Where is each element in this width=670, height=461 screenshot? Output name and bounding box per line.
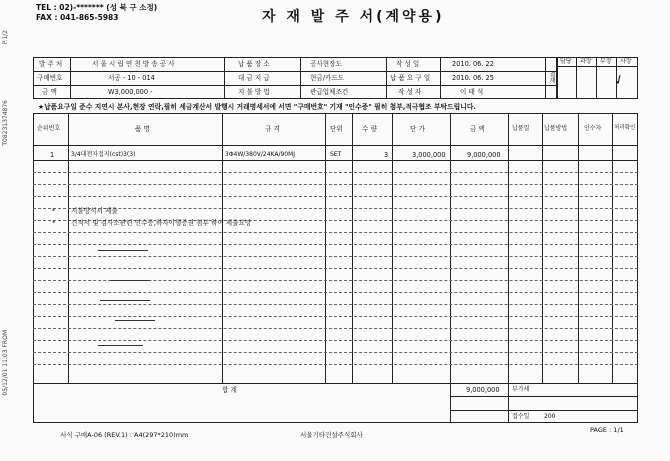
approval-label: 결재	[548, 71, 555, 83]
write-date-value: 2010. 06. 22	[452, 60, 494, 68]
orderer-value: 서 울 시 립 연 천 방 송 공 사	[92, 60, 175, 68]
col-header-spec: 규 격	[265, 125, 280, 133]
total-amount: 9,000,000	[466, 386, 500, 394]
col-header-no: 순위번호	[37, 125, 61, 132]
approval-col-2: 과장	[580, 58, 592, 65]
remark-bullet: *	[52, 207, 56, 215]
redaction-mark	[110, 280, 150, 281]
document-title: 자 재 발 주 서(계약용)	[262, 9, 445, 25]
company-name: 서울기타건설주식회사	[300, 431, 363, 439]
delivery-place-value: 공사현장도	[310, 60, 342, 68]
row-qty: 3	[384, 151, 389, 159]
due-date-label: 납 품 요 구 일	[390, 74, 431, 82]
signature-mark: ✓	[611, 71, 628, 90]
due-date-value: 2010. 06. 25	[452, 74, 494, 82]
payment-terms-value: 관급업체조건	[310, 88, 349, 96]
col-header-qty: 수 량	[362, 125, 377, 133]
writer-value: 이 태 석	[460, 88, 484, 96]
col-header-delivery-method: 납품방법	[544, 125, 568, 132]
page-number: PAGE : 1/1	[590, 426, 624, 434]
redaction-mark	[115, 320, 155, 321]
receipt-label: 접수일	[512, 413, 530, 420]
redaction-mark	[98, 345, 143, 346]
approval-col-3: 부장	[600, 58, 612, 65]
fax-page-number: P.1/2	[2, 30, 9, 45]
fax-transmission-stamp	[0, 30, 18, 430]
order-no-value: 서공 - 10 - 014	[108, 74, 155, 82]
amount-value: W3,000,000 -	[108, 88, 153, 96]
notice-text: ★납품요구일 준수 지연시 본사,현장 연락,필히 세금계산서 발행시 거래명세서에 서면 "구매번호" 기재 "인수증" 필히 첨부,적극협조 부탁드립니다.	[38, 103, 476, 111]
order-no-label: 구매번호	[37, 74, 63, 82]
col-header-unit: 단위	[330, 125, 343, 133]
redaction-mark	[98, 250, 148, 251]
fax-number: T08231374876	[2, 100, 9, 146]
row-name: 3/4대전자접지(cst)3(3)	[71, 151, 136, 158]
header-fax: FAX : 041-865-5983	[36, 13, 119, 22]
remark-bullet: *	[52, 219, 56, 227]
approval-col-4: 사장	[620, 58, 632, 65]
payment-terms-label: 지 불 방 법	[238, 88, 270, 96]
total-label: 합 계	[222, 386, 237, 394]
col-header-receiver: 인수자	[584, 125, 602, 132]
remark-text: 견적서 및 검사소관련 인수증,하자이행증권 첨부 하여 제출요망	[71, 219, 252, 227]
orderer-label: 발 주 처	[39, 60, 63, 68]
col-header-price: 단 가	[410, 125, 425, 133]
tax-label: 부가세	[512, 386, 530, 393]
receipt-value: 200	[544, 413, 556, 420]
delivery-place-label: 납 품 장 소	[238, 60, 270, 68]
header-tel: TEL : 02)-******* (성 북 구 소정)	[36, 3, 158, 12]
col-header-delivery-date: 납품일	[512, 125, 530, 132]
col-header-confirm: 처리확인	[614, 125, 636, 131]
amount-label: 금 액	[42, 88, 57, 96]
row-unit: SET	[330, 151, 342, 158]
col-header-amount: 금 액	[470, 125, 485, 133]
fax-timestamp: 05/12/01 11:03 FROM	[2, 330, 9, 396]
row-spec: 3Φ4W/380V/24KA/90MJ	[225, 151, 296, 158]
write-date-label: 작 성 일	[396, 60, 420, 68]
approval-col-1: 담당	[560, 58, 572, 65]
payment-method-label: 대 금 지 급	[238, 74, 270, 82]
remark-text: 지불방식서 제출	[71, 207, 118, 215]
row-price: 3,000,000	[412, 151, 446, 159]
col-header-name: 품 명	[135, 125, 150, 133]
form-number: 서식 구매A-06 (REV.1) : A4(297*210)mm	[60, 431, 189, 439]
payment-method-value: 현금/카드도	[310, 74, 345, 82]
row-amount: 9,000,000	[467, 151, 501, 159]
row-no: 1	[50, 151, 55, 159]
writer-label: 작 성 자	[398, 88, 422, 96]
redaction-mark	[100, 300, 150, 301]
